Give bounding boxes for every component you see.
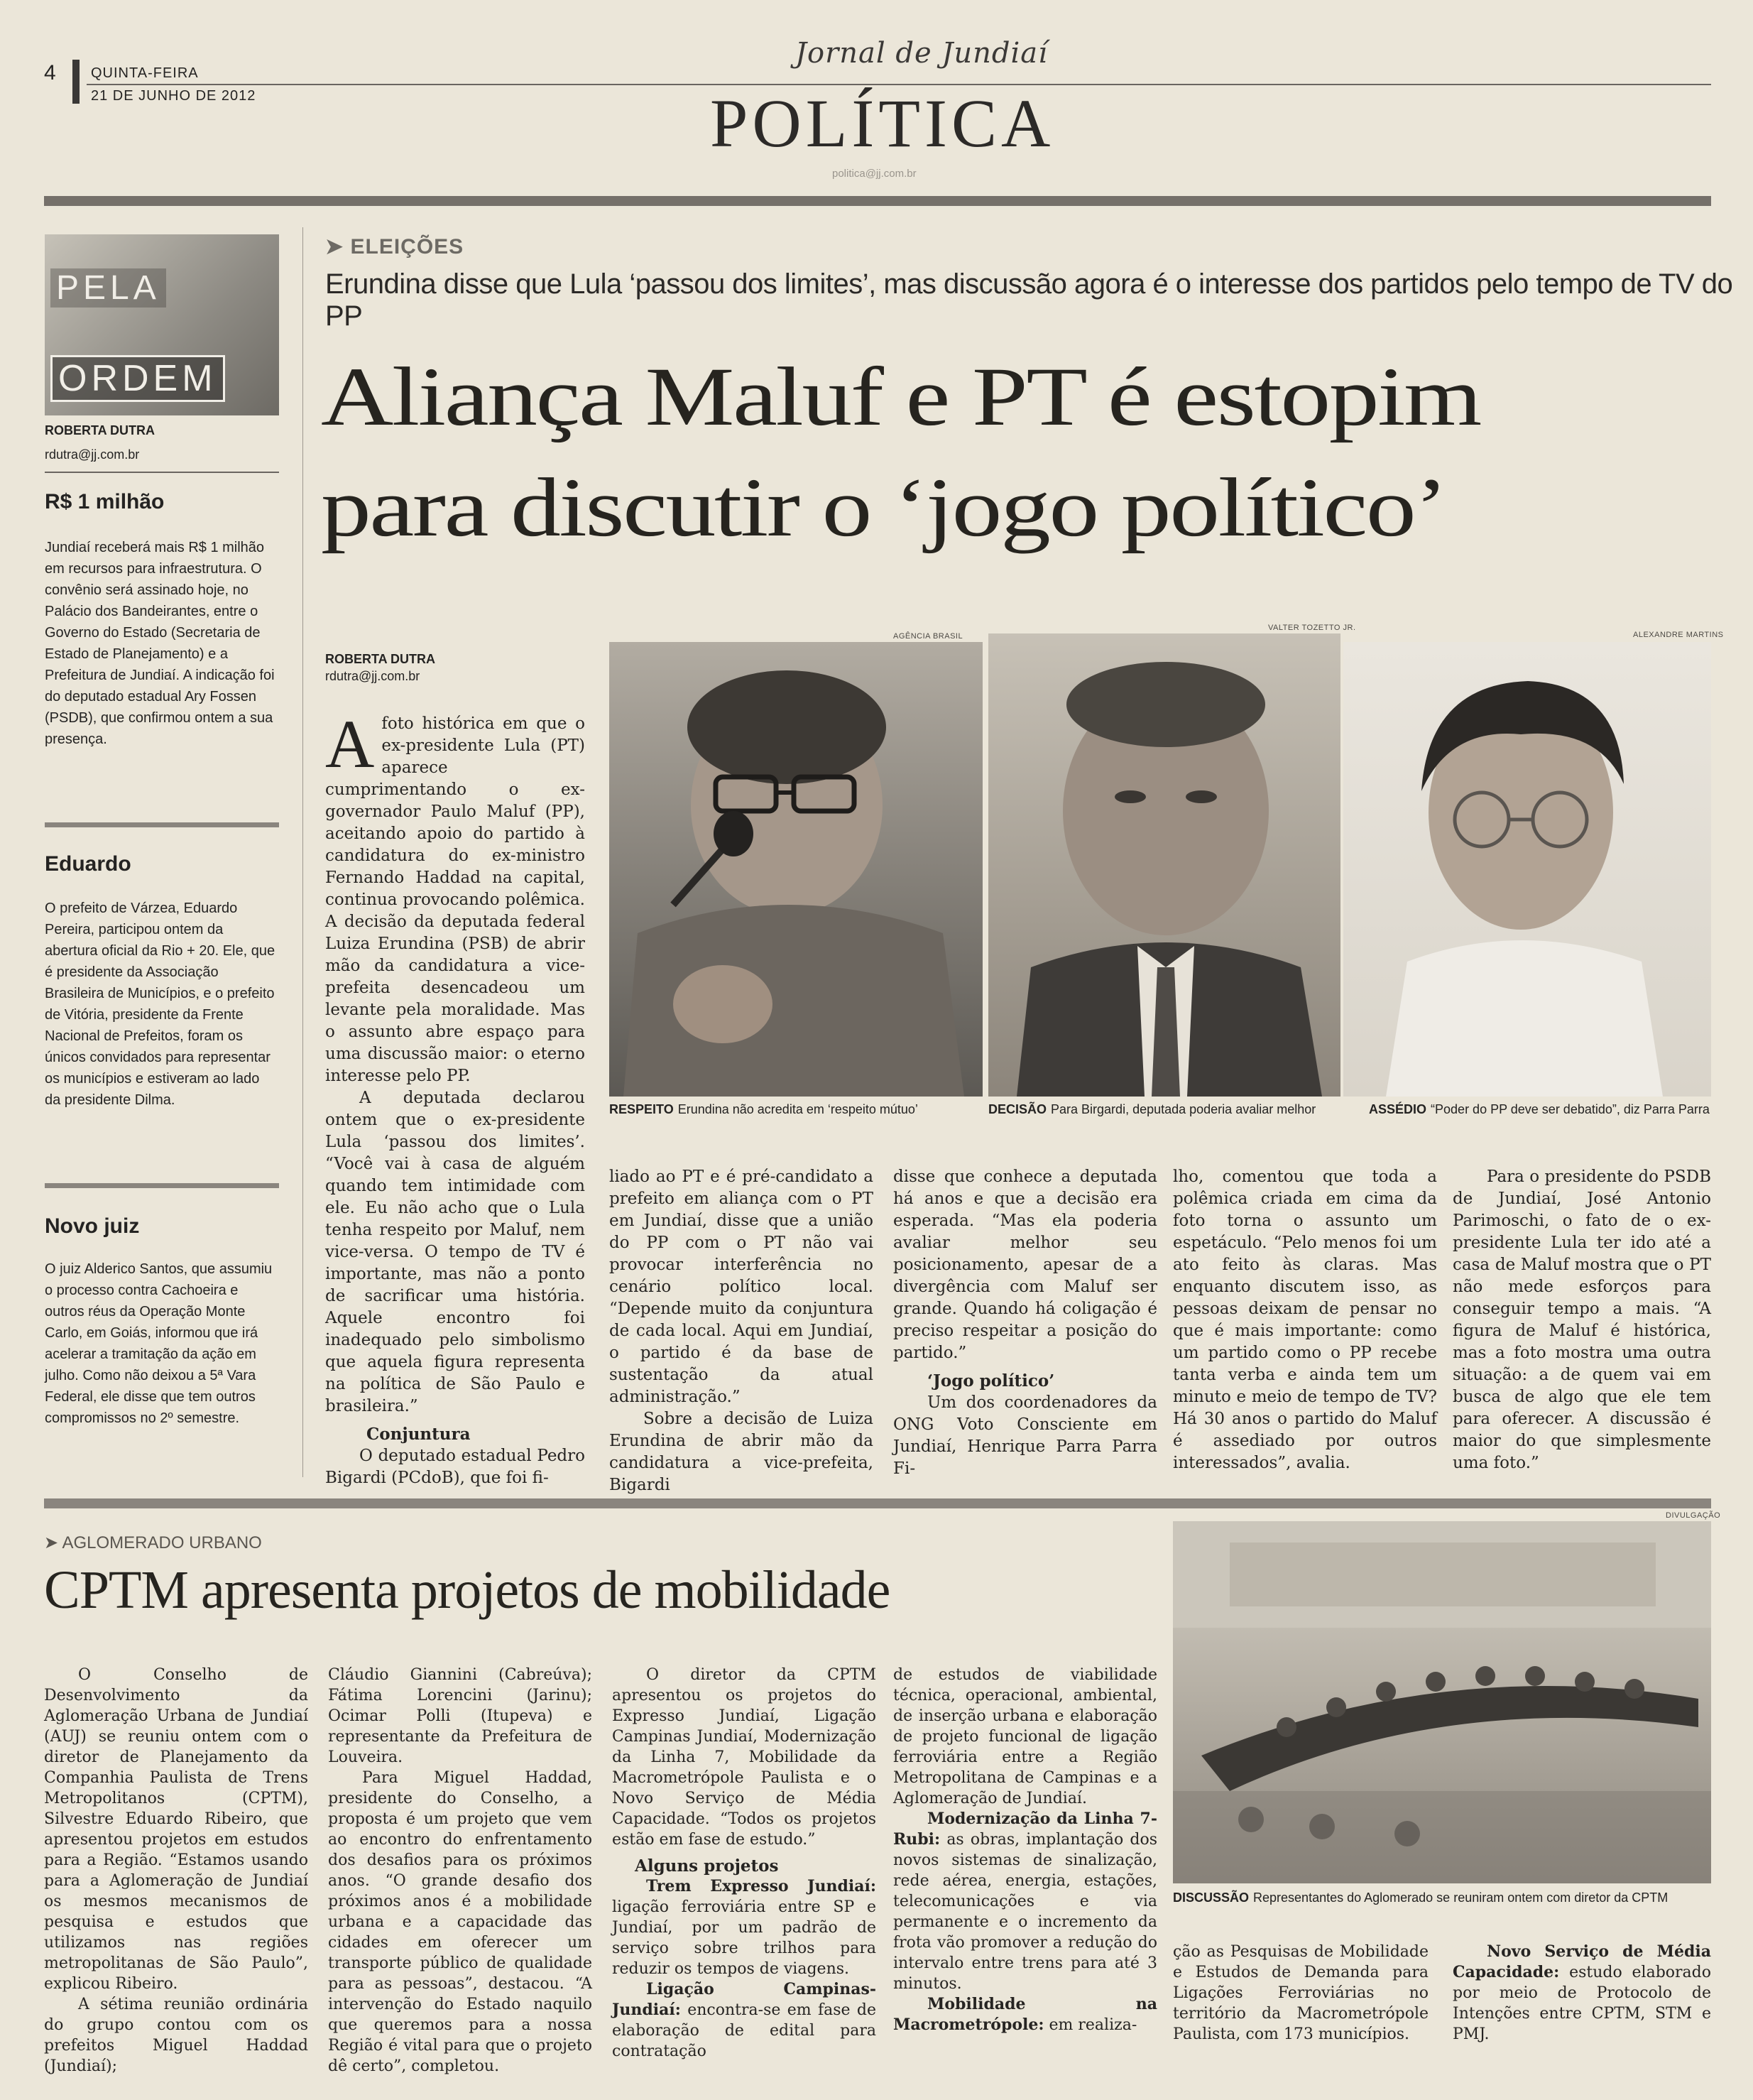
caption-text: Para Birgardi, deputada poderia avaliar melhor	[1051, 1102, 1316, 1116]
second-column-1	[44, 1665, 308, 2077]
second-subhead: Alguns projetos	[635, 1856, 779, 1876]
second-paragraph	[612, 1876, 876, 1979]
second-paragraph: de estudos de viabilidade técnica, operacional, ambiental, de inserção urbana e elaboração de projeto funcional de ligação ferroviária entre a Região Metropolitana de Campinas e a Aglomeração de Jundiaí.	[893, 1666, 1157, 1807]
lead-byline-email: rdutra@jj.com.br	[325, 669, 420, 683]
caption-text: “Poder do PP deve ser debatido”, diz Parra Parra	[1431, 1102, 1710, 1116]
photo-caption	[609, 1102, 918, 1117]
second-paragraph: ção as Pesquisas de Mobilidade e Estudos de Demanda para Ligações Ferroviárias no território da Macrometrópole Paulista, com 173 municípios.	[1173, 1943, 1429, 2043]
second-paragraph: Cláudio Giannini (Cabreúva); Fátima Lorencini (Jarinu); Ocimar Polli (Itupeva) e representante da Prefeitura de Louveira.	[328, 1666, 592, 1766]
lead-column-4	[1173, 1166, 1437, 1474]
second-column-5	[1173, 1942, 1429, 2045]
item-label: Mobilidade na Macrometrópole:	[893, 1995, 1157, 2034]
lead-column-2	[609, 1166, 873, 1496]
photo-credit: VALTER TOZETTO JR.	[1268, 624, 1356, 632]
caption-label: RESPEITO	[609, 1102, 674, 1116]
column-logo-word-1: PELA	[50, 268, 166, 308]
second-column-2	[328, 1665, 592, 2077]
sidebar-item-rule	[45, 822, 279, 827]
lead-headline-line-2: para discutir o ‘jogo político’	[321, 461, 1447, 554]
lead-paragraph: Um dos coordenadores da ONG Voto Consciente em Jundiaí, Henrique Parra Parra Fi-	[893, 1393, 1157, 1478]
photo-caption	[1173, 1890, 1668, 1905]
item-text: encontra-se em fase de elaboração de edital para contratação	[612, 2001, 876, 2060]
photo-caption	[1369, 1102, 1710, 1117]
page-mark	[72, 60, 80, 104]
lead-paragraph: lho, comentou que toda a polêmica criada em cima da foto torna o assunto um espetáculo. “Pelo menos foi um ato feito às claras. Mas enquanto discutem isso, as pessoas deixam de pensar no que é mais importante: como um partido como o PP recebe tanta verba e ainda tem um minuto e meio de tempo de TV? Há 30 anos o partido do Maluf é assediado por outros interessados”, avalia.	[1173, 1168, 1437, 1472]
item-label: Ligação Campinas-Jundiaí:	[612, 1980, 876, 2019]
sidebar-divider	[302, 227, 303, 1477]
second-column-3	[612, 1665, 876, 2062]
lead-column-3	[893, 1166, 1157, 1480]
item-label: Modernização da Linha 7-Rubi:	[893, 1810, 1157, 1849]
sidebar-item-text: O prefeito de Várzea, Eduardo Pereira, participou ontem da abertura oficial da Rio + 20. Ele, que é presidente da Associação Brasileira de Municípios, e o prefeito de Vitória, presidente da Frente Nacional de Prefeitos, foram os únicos convidados para representar os municípios e estiveram ao lado da presidente Dilma.	[45, 901, 275, 1108]
columnist-email: rdutra@jj.com.br	[45, 447, 140, 462]
second-paragraph	[1453, 1942, 1711, 2045]
lead-paragraph: disse que conhece a deputada há anos e que a decisão era esperada. “Mas ela poderia avaliar melhor seu posicionamento, apesar de a divergência com Maluf ser grande. Quando há coligação é preciso respeitar a posição do partido.”	[893, 1168, 1157, 1362]
photo-credit: DIVULGAÇÃO	[1666, 1511, 1721, 1520]
photo-caption	[988, 1102, 1316, 1117]
second-tag: ➤ AGLOMERADO URBANO	[44, 1533, 262, 1552]
lead-subhead-conjuntura: Conjuntura	[366, 1425, 471, 1444]
sidebar-item-heading: R$ 1 milhão	[45, 490, 165, 513]
sidebar-item-text: O juiz Alderico Santos, que assumiu o processo contra Cachoeira e outros réus da Operação Monte Carlo, em Goiás, informou que irá acelerar a tramitação da ação em julho. Como não deixou a 5ª Vara Federal, ele disse que tem outros compromissos no 2º semestre.	[45, 1261, 273, 1426]
lead-paragraph: Sobre a decisão de Luiza Erundina de abrir mão da candidatura a vice-prefeita, Bigardi	[609, 1410, 873, 1494]
lead-column-5	[1453, 1166, 1711, 1474]
date-full: 21 DE JUNHO DE 2012	[91, 88, 256, 104]
sidebar-item-text: Jundiaí receberá mais R$ 1 milhão em recursos para infraestrutura. O convênio será assinado hoje, no Palácio dos Bandeirantes, entre o Governo do Estado (Secretaria de Estado de Planejamento) e a Prefeitura de Jundiaí. A indicação foi do deputado estadual Ary Fossen (PSDB), que confirmou ontem a sua presença.	[45, 540, 275, 747]
sidebar-item-heading: Eduardo	[45, 852, 131, 876]
section-email: politica@jj.com.br	[832, 168, 917, 180]
second-paragraph	[893, 1994, 1157, 2035]
item-text: estudo elaborado por meio de Protocolo de Intenções entre CPTM, STM e PMJ.	[1453, 1964, 1711, 2043]
photo-meeting	[1173, 1521, 1711, 1883]
second-paragraph: O Conselho de Desenvolvimento da Aglomeração Urbana de Jundiaí (AUJ) se reuniu ontem com o diretor de Planejamento da Companhia Paulista de Trens Metropolitanos (CPTM), Silvestre Eduardo Ribeiro, que apresentou projetos em estudos para a Região. “Estamos usando para a Aglomeração de Jundiaí os mesmos mecanismos de pesquisa e estudos que utilizamos nas regiões metropolitanas de São Paulo”, explicou Ribeiro.	[44, 1666, 308, 1993]
second-paragraph	[893, 1809, 1157, 1994]
second-paragraph	[612, 1979, 876, 2062]
photo-bigardi	[988, 633, 1340, 1097]
item-label: Novo Serviço de Média Capacidade:	[1453, 1942, 1711, 1981]
lead-tag: ➤ ELEIÇÕES	[325, 235, 464, 259]
lead-paragraph: A deputada declarou ontem que o ex-presidente Lula ‘passou dos limites’. “Você vai à casa de alguém quando tem intimidade com ele. Eu não acho que o Lula tenha respeito por Maluf, nem vice-versa. O tempo de TV é importante, mas não a ponto de sacrificar uma história. Aquele encontro foi inadequado pelo simbolismo que aquela figura representa na política de São Paulo e brasileira.”	[325, 1089, 585, 1415]
lead-subhead: Erundina disse que Lula ‘passou dos limites’, mas discussão agora é o interesse dos partidos pelo tempo de TV do PP	[325, 268, 1733, 332]
photo-credit: AGÊNCIA BRASIL	[893, 632, 963, 641]
bigardi-figure	[988, 633, 1340, 1097]
sidebar-rule	[45, 472, 279, 473]
lead-paragraph: O deputado estadual Pedro Bigardi (PCdoB), que foi fi-	[325, 1447, 585, 1487]
lead-headline-line-1: Aliança Maluf e PT é estopim	[321, 350, 1480, 443]
item-text: ligação ferroviária entre SP e Jundiaí, por um padrão de serviço sobre trilhos para reduzir os tempos de viagens.	[612, 1898, 876, 1978]
lead-byline: ROBERTA DUTRA	[325, 652, 435, 666]
page-number: 4	[44, 61, 56, 85]
caption-text: Representantes do Aglomerado se reuniram ontem com diretor da CPTM	[1253, 1890, 1669, 1905]
caption-label: DECISÃO	[988, 1102, 1047, 1116]
section-rule	[44, 196, 1711, 206]
lead-column-1	[325, 706, 585, 1489]
date-weekday: QUINTA-FEIRA	[91, 65, 199, 81]
column-logo-word-2: ORDEM	[50, 355, 225, 402]
caption-label: ASSÉDIO	[1369, 1102, 1427, 1116]
lead-intro-text: foto histórica em que o ex-presidente Lula (PT) aparece cumprimentando o ex-governador Paulo Maluf (PP), aceitando apoio do partido à candidatura do ex-ministro Fernando Haddad na capital, continua provocando polêmica. A decisão da deputada federal Luiza Erundina (PSB) de abrir mão da candidatura a vice-prefeita desencadeou um levante pela moralidade. Mas o assunto abre espaço para uma discussão maior: o eterno interesse pelo PP.	[325, 714, 585, 1085]
caption-text: Erundina não acredita em ‘respeito mútuo’	[677, 1102, 918, 1116]
item-text: em realiza-	[1049, 2016, 1137, 2034]
second-column-4	[893, 1665, 1157, 2035]
masthead-logo: Jornal de Jundiaí	[795, 37, 1048, 70]
photo-parra	[1343, 642, 1711, 1097]
erundina-figure	[609, 642, 983, 1097]
drop-cap: A	[325, 706, 375, 782]
column-logo	[45, 234, 279, 415]
story-divider	[44, 1498, 1711, 1508]
lead-paragraph: liado ao PT e é pré-candidato a prefeito em aliança com o PT em Jundiaí, disse que a união do PP com o PT não vai provocar interferência no cenário político local. “Depende muito da conjuntura de cada local. Aqui em Jundiaí, o partido é da base de sustentação da atual administração.”	[609, 1168, 873, 1406]
second-tag-text: AGLOMERADO URBANO	[62, 1533, 262, 1552]
lead-paragraph: Para o presidente do PSDB de Jundiaí, José Antonio Parimoschi, o fato de o ex-presidente Lula ter ido até a casa de Maluf mostra que o PT não mede esforços para conseguir tempo a mais. “A figura de Maluf é histórica, mas a foto mostra uma outra situação: a de quem vai em busca de algo que ele tem para oferecer. A discussão é maior do que simplesmente uma foto.”	[1453, 1168, 1711, 1472]
sidebar-item-heading: Novo juiz	[45, 1214, 140, 1238]
second-column-6	[1453, 1942, 1711, 2045]
lead-subhead-jogo: ‘Jogo político’	[927, 1371, 1055, 1391]
second-paragraph: O diretor da CPTM apresentou os projetos do Expresso Jundiaí, Ligação Campinas Jundiaí, Modernização da Linha 7, Mobilidade da Macrometrópole Paulista e o Novo Serviço de Média Capacidade. “Todos os projetos estão em fase de estudo.”	[612, 1666, 876, 1849]
item-label: Trem Expresso Jundiaí:	[646, 1877, 876, 1895]
lead-tag-text: ELEIÇÕES	[350, 235, 464, 259]
second-headline: CPTM apresenta projetos de mobilidade	[44, 1560, 890, 1620]
columnist-name: ROBERTA DUTRA	[45, 423, 155, 437]
meeting-scene	[1173, 1521, 1711, 1883]
sidebar-item-rule	[45, 1183, 279, 1188]
second-paragraph: A sétima reunião ordinária do grupo contou com os prefeitos Miguel Haddad (Jundiaí);	[44, 1996, 308, 2075]
photo-erundina	[609, 642, 983, 1097]
lead-intro	[325, 706, 585, 1087]
section-title: POLÍTICA	[710, 85, 1055, 161]
photo-credit: ALEXANDRE MARTINS	[1633, 631, 1724, 639]
item-text: as obras, implantação dos novos sistemas de sinalização, rede aérea, energia, estações, telecomunicações e via permanente e o incremento da frota vão promover a redução do intervalo entre trens para até 3 minutos.	[893, 1831, 1157, 1993]
parra-figure	[1343, 642, 1711, 1097]
second-paragraph: Para Miguel Haddad, presidente do Conselho, a proposta é um projeto que vem ao encontro do enfrentamento dos desafios para os próximos anos. “O grande desafio dos próximos anos é a mobilidade urbana e a capacidade das cidades em oferecer um transporte público de qualidade para as pessoas”, destacou. “A intervenção do Estado naquilo que queremos para a nossa Região é vital para que o projeto dê certo”, completou.	[328, 1769, 592, 2075]
caption-label: DISCUSSÃO	[1173, 1890, 1250, 1905]
